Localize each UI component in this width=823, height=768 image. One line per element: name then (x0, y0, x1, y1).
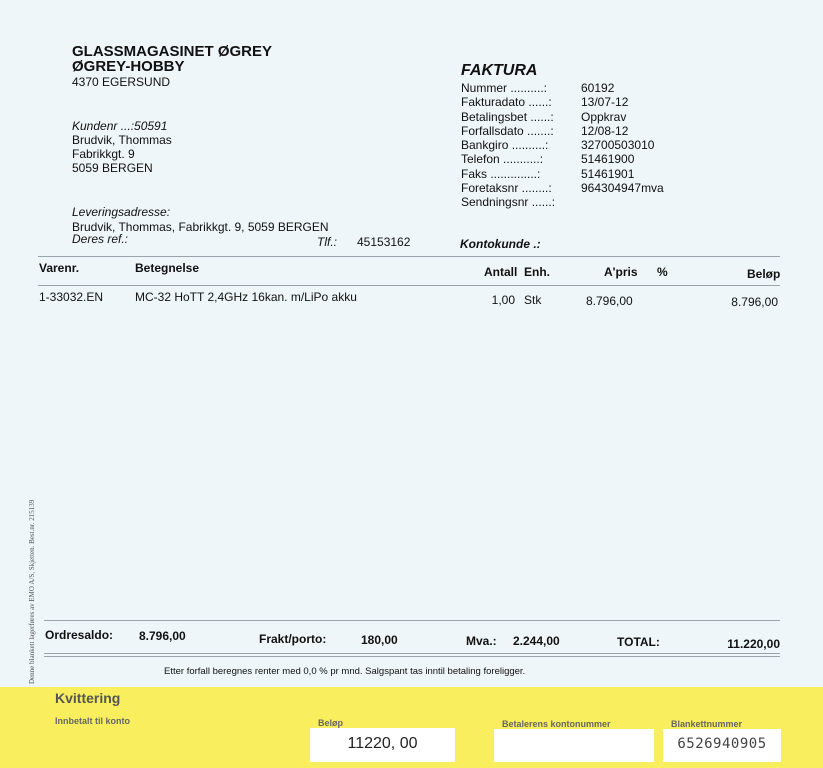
innbetalt-label: Innbetalt til konto (55, 716, 130, 726)
phone-label: Tlf.: (317, 235, 337, 249)
table-header-rule (38, 285, 780, 286)
mva-label: Mva.: (466, 634, 497, 648)
customer-city: 5059 BERGEN (72, 161, 153, 175)
delivery-address: Brudvik, Thommas, Fabrikkgt. 9, 5059 BERGEN (72, 220, 329, 234)
payer-account-box[interactable] (494, 729, 654, 762)
row-belop: 8.796,00 (731, 295, 778, 309)
seller-name-2: ØGREY-HOBBY (72, 58, 185, 75)
blankett-box (663, 729, 781, 762)
frakt-value: 180,00 (361, 633, 398, 647)
col-header-belop: Beløp (747, 267, 781, 281)
col-header-apris: A'pris (604, 265, 638, 279)
customer-number: Kundenr ...:50591 (72, 119, 168, 133)
customer-name: Brudvik, Thommas (72, 133, 172, 147)
seller-name: GLASSMAGASINET ØGREY (72, 43, 273, 60)
totals-bottom-rule-1 (44, 653, 780, 654)
field-value-fakturadato: 13/07-12 (581, 95, 629, 110)
invoice-fields-values (581, 81, 664, 195)
field-value-faks: 51461901 (581, 166, 635, 181)
field-label-fakturadato: Fakturadato ......: (461, 95, 552, 110)
phone-value: 45153162 (357, 235, 411, 249)
row-antall: 1,00 (491, 293, 515, 307)
row-apris: 8.796,00 (586, 294, 633, 308)
col-header-pct: % (657, 265, 668, 279)
field-label-bankgiro: Bankgiro ..........: (461, 138, 549, 153)
frakt-label: Frakt/porto: (259, 632, 327, 646)
col-header-enh: Enh. (524, 265, 550, 279)
field-label-betalingsbet: Betalingsbet ......: (461, 109, 554, 124)
field-label-forfallsdato: Forfallsdato .......: (461, 123, 554, 138)
row-betegnelse: MC-32 HoTT 2,4GHz 16kan. m/LiPo akku (135, 290, 357, 304)
col-header-betegnelse: Betegnelse (135, 261, 200, 275)
field-value-foretaksnr: 964304947mva (581, 181, 664, 196)
row-varenr: 1-33032.EN (39, 290, 104, 304)
belop-box[interactable] (310, 728, 455, 762)
field-label-telefon: Telefon ...........: (461, 152, 544, 167)
delivery-label: Leveringsadresse: (72, 205, 171, 219)
field-label-sendningsnr: Sendningsnr ......: (461, 195, 556, 210)
col-header-antall: Antall (484, 265, 518, 279)
seller-city: 4370 EGERSUND (72, 75, 171, 89)
col-header-varenr: Varenr. (39, 261, 80, 275)
field-value-betalingsbet: Oppkrav (581, 109, 627, 124)
kontokunde-label: Kontokunde .: (460, 237, 541, 251)
row-enh: Stk (524, 293, 542, 307)
field-label-nummer: Nummer ..........: (461, 81, 548, 95)
totals-bottom-rule-2 (44, 656, 780, 657)
invoice-title: FAKTURA (461, 62, 538, 79)
ordresaldo-label: Ordresaldo: (45, 628, 114, 642)
field-value-nummer: 60192 (581, 81, 615, 95)
field-value-telefon: 51461900 (581, 152, 635, 167)
belop-label: Beløp (318, 718, 344, 728)
reference-label: Deres ref.: (72, 232, 129, 246)
totals-top-rule (44, 620, 780, 621)
belop-value: 11220, 00 (347, 735, 418, 752)
invoice-fields-labels (461, 81, 555, 210)
total-label: TOTAL: (617, 635, 660, 649)
field-label-foretaksnr: Foretaksnr ........: (461, 181, 552, 196)
receipt-title: Kvittering (55, 690, 121, 706)
blankett-value: 6526940905 (677, 736, 767, 752)
table-top-rule (38, 256, 780, 257)
ordresaldo-value: 8.796,00 (139, 629, 186, 643)
payer-account-label: Betalerens kontonummer (502, 719, 611, 729)
field-value-bankgiro: 32700503010 (581, 138, 655, 153)
footer-note: Etter forfall beregnes renter med 0,0 % pr mnd. Salgspant tas inntil betaling foreligger. (164, 666, 526, 677)
mva-value: 2.244,00 (513, 634, 560, 648)
side-print-text: Denne blankett lagerføres av EMO A/S, Skjetten. Best.nr. 215139 (28, 499, 36, 684)
total-value: 11.220,00 (727, 637, 780, 651)
customer-street: Fabrikkgt. 9 (72, 147, 135, 161)
blankett-label: Blankettnummer (671, 719, 743, 729)
field-label-faks: Faks ..............: (461, 166, 541, 181)
field-value-forfallsdato: 12/08-12 (581, 123, 629, 138)
